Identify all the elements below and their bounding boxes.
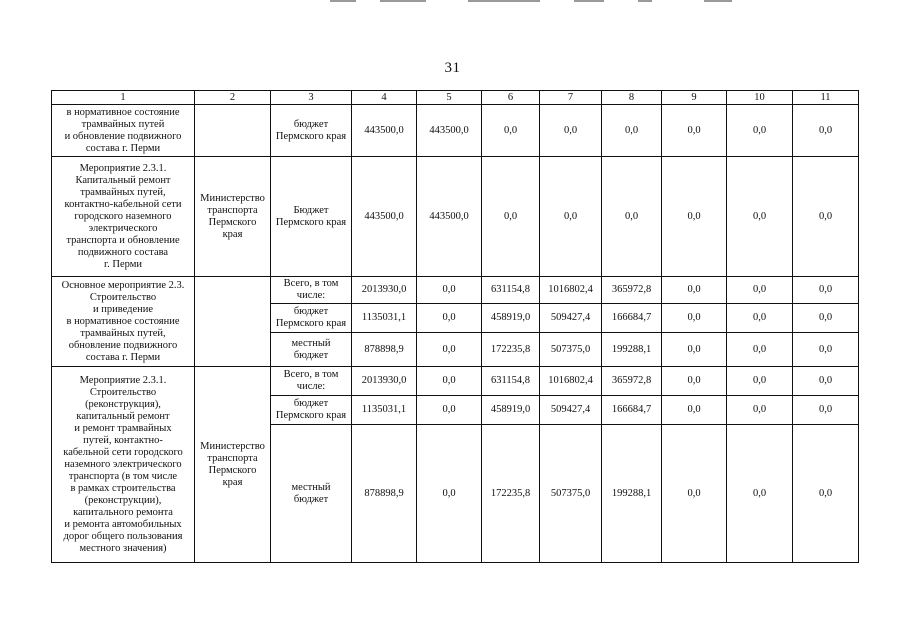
amount-cell: 878898,9 — [352, 333, 417, 367]
amount-cell: 172235,8 — [482, 333, 540, 367]
scan-artifact — [380, 0, 426, 2]
amount-cell: 0,0 — [602, 157, 662, 277]
amount-cell: 507375,0 — [540, 425, 602, 563]
column-header: 4 — [352, 91, 417, 105]
activity-name-cell: в нормативное состояние трамвайных путей и обновление подвижного состава г. Перми — [52, 105, 195, 157]
amount-cell: 0,0 — [727, 105, 793, 157]
amount-cell: 443500,0 — [417, 105, 482, 157]
amount-cell: 631154,8 — [482, 367, 540, 396]
funding-source-cell: Бюджет Пермского края — [271, 157, 352, 277]
activity-name-cell: Основное мероприятие 2.3. Строительство и приведение в нормативное состояние трамвайных путей, обновление подвижного состава г. Перми — [52, 277, 195, 367]
amount-cell: 0,0 — [727, 425, 793, 563]
scan-artifact — [704, 0, 732, 2]
amount-cell: 172235,8 — [482, 425, 540, 563]
scan-artifact — [574, 0, 604, 2]
column-header: 10 — [727, 91, 793, 105]
amount-cell: 458919,0 — [482, 396, 540, 425]
column-header: 3 — [271, 91, 352, 105]
amount-cell: 1016802,4 — [540, 277, 602, 304]
amount-cell: 0,0 — [793, 277, 859, 304]
amount-cell: 443500,0 — [352, 105, 417, 157]
column-header: 7 — [540, 91, 602, 105]
column-header: 2 — [195, 91, 271, 105]
column-header: 1 — [52, 91, 195, 105]
amount-cell: 0,0 — [793, 425, 859, 563]
activity-name-cell: Мероприятие 2.3.1. Строительство (реконструкция), капитальный ремонт и ремонт трамвайных путей, контактно- кабельной сети городского наземного электрического транспорта (в том числе в рамках строительства (реконструкции), капитального ремонта и ремонта автомобильных дорог общего пользования местного значения) — [52, 367, 195, 563]
column-header: 5 — [417, 91, 482, 105]
amount-cell: 0,0 — [417, 367, 482, 396]
amount-cell: 0,0 — [540, 157, 602, 277]
amount-cell: 0,0 — [417, 396, 482, 425]
amount-cell: 2013930,0 — [352, 277, 417, 304]
amount-cell: 631154,8 — [482, 277, 540, 304]
amount-cell: 199288,1 — [602, 425, 662, 563]
page-number: 31 — [444, 60, 461, 76]
amount-cell: 2013930,0 — [352, 367, 417, 396]
scan-artifact — [468, 0, 540, 2]
amount-cell: 0,0 — [417, 277, 482, 304]
amount-cell: 0,0 — [727, 277, 793, 304]
amount-cell: 0,0 — [727, 367, 793, 396]
header-row — [52, 91, 859, 105]
amount-cell: 878898,9 — [352, 425, 417, 563]
amount-cell: 0,0 — [727, 333, 793, 367]
amount-cell: 365972,8 — [602, 367, 662, 396]
scan-artifact — [638, 0, 652, 2]
column-header: 9 — [662, 91, 727, 105]
scan-artifact — [330, 0, 356, 2]
amount-cell: 0,0 — [793, 304, 859, 333]
amount-cell: 458919,0 — [482, 304, 540, 333]
funding-source-cell: бюджет Пермского края — [271, 396, 352, 425]
amount-cell: 166684,7 — [602, 304, 662, 333]
amount-cell: 0,0 — [793, 333, 859, 367]
amount-cell: 0,0 — [793, 396, 859, 425]
amount-cell: 0,0 — [417, 304, 482, 333]
amount-cell: 0,0 — [417, 333, 482, 367]
table-row — [52, 105, 859, 157]
funding-source-cell: Всего, в том числе: — [271, 367, 352, 396]
amount-cell: 0,0 — [662, 277, 727, 304]
amount-cell: 0,0 — [793, 105, 859, 157]
amount-cell: 0,0 — [417, 425, 482, 563]
table-row — [52, 277, 859, 304]
amount-cell: 0,0 — [602, 105, 662, 157]
amount-cell: 0,0 — [662, 367, 727, 396]
amount-cell: 166684,7 — [602, 396, 662, 425]
amount-cell: 0,0 — [482, 157, 540, 277]
column-header: 11 — [793, 91, 859, 105]
executor-cell: Министерство транспорта Пермского края — [195, 367, 271, 563]
funding-source-cell: бюджет Пермского края — [271, 105, 352, 157]
amount-cell: 0,0 — [793, 367, 859, 396]
executor-cell — [195, 105, 271, 157]
amount-cell: 0,0 — [662, 396, 727, 425]
table-row — [52, 157, 859, 277]
amount-cell: 507375,0 — [540, 333, 602, 367]
amount-cell: 509427,4 — [540, 304, 602, 333]
column-header: 8 — [602, 91, 662, 105]
amount-cell: 365972,8 — [602, 277, 662, 304]
amount-cell: 0,0 — [662, 304, 727, 333]
funding-source-cell: бюджет Пермского края — [271, 304, 352, 333]
funding-source-cell: Всего, в том числе: — [271, 277, 352, 304]
amount-cell: 0,0 — [727, 304, 793, 333]
activity-name-cell: Мероприятие 2.3.1. Капитальный ремонт трамвайных путей, контактно-кабельной сети городского наземного электрического транспорта и обновление подвижного состава г. Перми — [52, 157, 195, 277]
amount-cell: 0,0 — [662, 425, 727, 563]
amount-cell: 1135031,1 — [352, 304, 417, 333]
column-header: 6 — [482, 91, 540, 105]
amount-cell: 0,0 — [727, 396, 793, 425]
funding-source-cell: местный бюджет — [271, 425, 352, 563]
amount-cell: 0,0 — [727, 157, 793, 277]
amount-cell: 0,0 — [482, 105, 540, 157]
executor-cell — [195, 277, 271, 367]
amount-cell: 1016802,4 — [540, 367, 602, 396]
funding-source-cell: местный бюджет — [271, 333, 352, 367]
amount-cell: 1135031,1 — [352, 396, 417, 425]
table-body — [52, 105, 859, 563]
amount-cell: 509427,4 — [540, 396, 602, 425]
amount-cell: 0,0 — [662, 105, 727, 157]
amount-cell: 0,0 — [662, 333, 727, 367]
budget-table — [51, 90, 859, 563]
amount-cell: 0,0 — [662, 157, 727, 277]
amount-cell: 443500,0 — [352, 157, 417, 277]
amount-cell: 443500,0 — [417, 157, 482, 277]
amount-cell: 0,0 — [540, 105, 602, 157]
amount-cell: 0,0 — [793, 157, 859, 277]
executor-cell: Министерство транспорта Пермского края — [195, 157, 271, 277]
table-row — [52, 367, 859, 396]
amount-cell: 199288,1 — [602, 333, 662, 367]
